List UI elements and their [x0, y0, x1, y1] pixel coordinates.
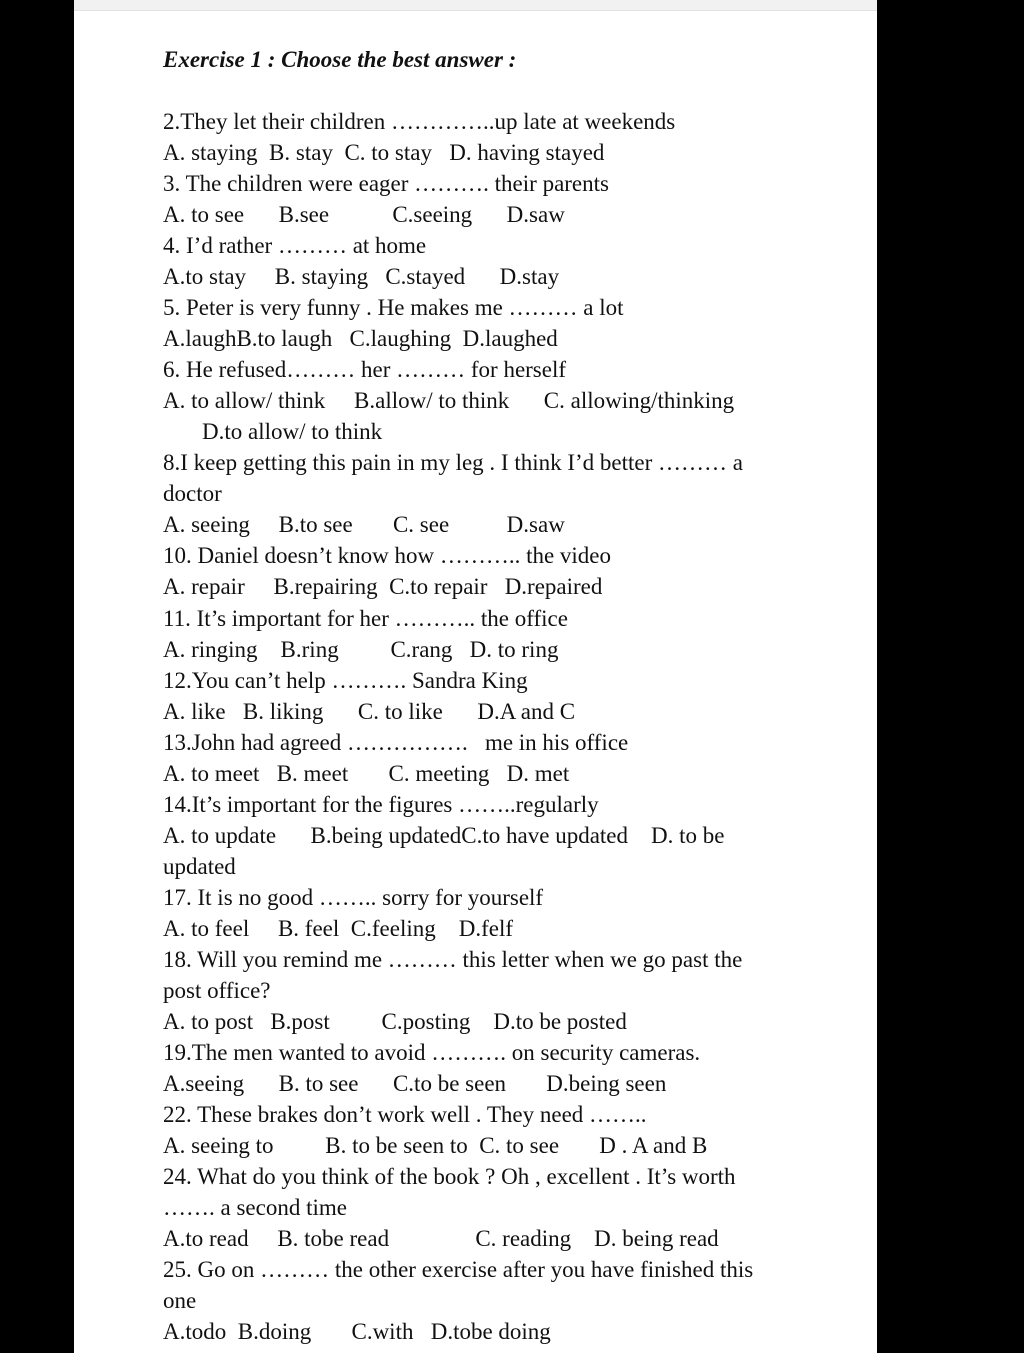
text-line: A.laughB.to laugh C.laughing D.laughed — [163, 326, 558, 352]
top-toolbar-strip — [74, 0, 877, 11]
text-line: A.todo B.doing C.with D.tobe doing — [163, 1319, 551, 1345]
text-line: A. repair B.repairing C.to repair D.repaired — [163, 574, 603, 600]
text-line: ……. a second time — [163, 1195, 347, 1221]
text-line: A.seeing B. to see C.to be seen D.being seen — [163, 1070, 667, 1096]
text-line: A. seeing to B. to be seen to C. to see D . A and B — [163, 1133, 708, 1159]
question-list — [163, 106, 803, 1347]
text-line: A. to feel B. feel C.feeling D.felf — [163, 915, 513, 941]
text-line: A. ringing B.ring C.rang D. to ring — [163, 636, 559, 662]
exercise-title: Exercise 1 : Choose the best answer : — [163, 47, 517, 72]
text-line: 8.I keep getting this pain in my leg . I think I’d better ……… a — [163, 450, 743, 476]
text-line: post office? — [163, 977, 271, 1003]
exercise-content — [163, 44, 803, 1347]
text-line: 4. I’d rather ……… at home — [163, 233, 427, 259]
document-page — [74, 0, 877, 1353]
text-line: 2.They let their children …………..up late at weekends — [163, 109, 676, 134]
text-line: 3. The children were eager ………. their parents — [163, 171, 609, 197]
text-line: 12.You can’t help ………. Sandra King — [163, 667, 528, 693]
text-line: 13.John had agreed ……………. me in his office — [163, 729, 629, 755]
text-line: A. staying B. stay C. to stay D. having stayed — [163, 140, 605, 166]
text-line: 25. Go on ……… the other exercise after you have finished this — [163, 1257, 754, 1283]
text-line: A. like B. liking C. to like D.A and C — [163, 698, 576, 724]
text-line: 14.It’s important for the figures ……..regularly — [163, 791, 599, 817]
text-line: 6. He refused……… her ……… for herself — [163, 357, 567, 383]
text-line: A. to post B.post C.posting D.to be posted — [163, 1008, 627, 1034]
text-line: 22. These brakes don’t work well . They need …….. — [163, 1102, 647, 1127]
text-line: doctor — [163, 481, 222, 507]
text-line: updated — [163, 853, 236, 879]
text-line: 24. What do you think of the book ? Oh , excellent . It’s worth — [163, 1164, 736, 1190]
text-line: A. to allow/ think B.allow/ to think C. allowing/thinking — [163, 388, 735, 414]
text-line: 17. It is no good …….. sorry for yourself — [163, 884, 544, 910]
text-line: A. to see B.see C.seeing D.saw — [163, 202, 565, 228]
text-line: 11. It’s important for her ……….. the office — [163, 605, 568, 631]
text-line: one — [163, 1288, 197, 1314]
text-line: A.to read B. tobe read C. reading D. being read — [163, 1226, 719, 1252]
text-line: A. seeing B.to see C. see D.saw — [163, 512, 565, 538]
text-line: D.to allow/ to think — [202, 419, 383, 445]
text-line: 18. Will you remind me ……… this letter when we go past the — [163, 946, 743, 972]
text-line: 5. Peter is very funny . He makes me ……… a lot — [163, 295, 624, 321]
text-line: 19.The men wanted to avoid ………. on security cameras. — [163, 1039, 701, 1065]
text-line: A. to update B.being updatedC.to have updated D. to be — [163, 822, 725, 848]
text-line: A.to stay B. staying C.stayed D.stay — [163, 264, 560, 290]
text-line: A. to meet B. meet C. meeting D. met — [163, 760, 570, 786]
text-line: 10. Daniel doesn’t know how ……….. the video — [163, 543, 612, 569]
